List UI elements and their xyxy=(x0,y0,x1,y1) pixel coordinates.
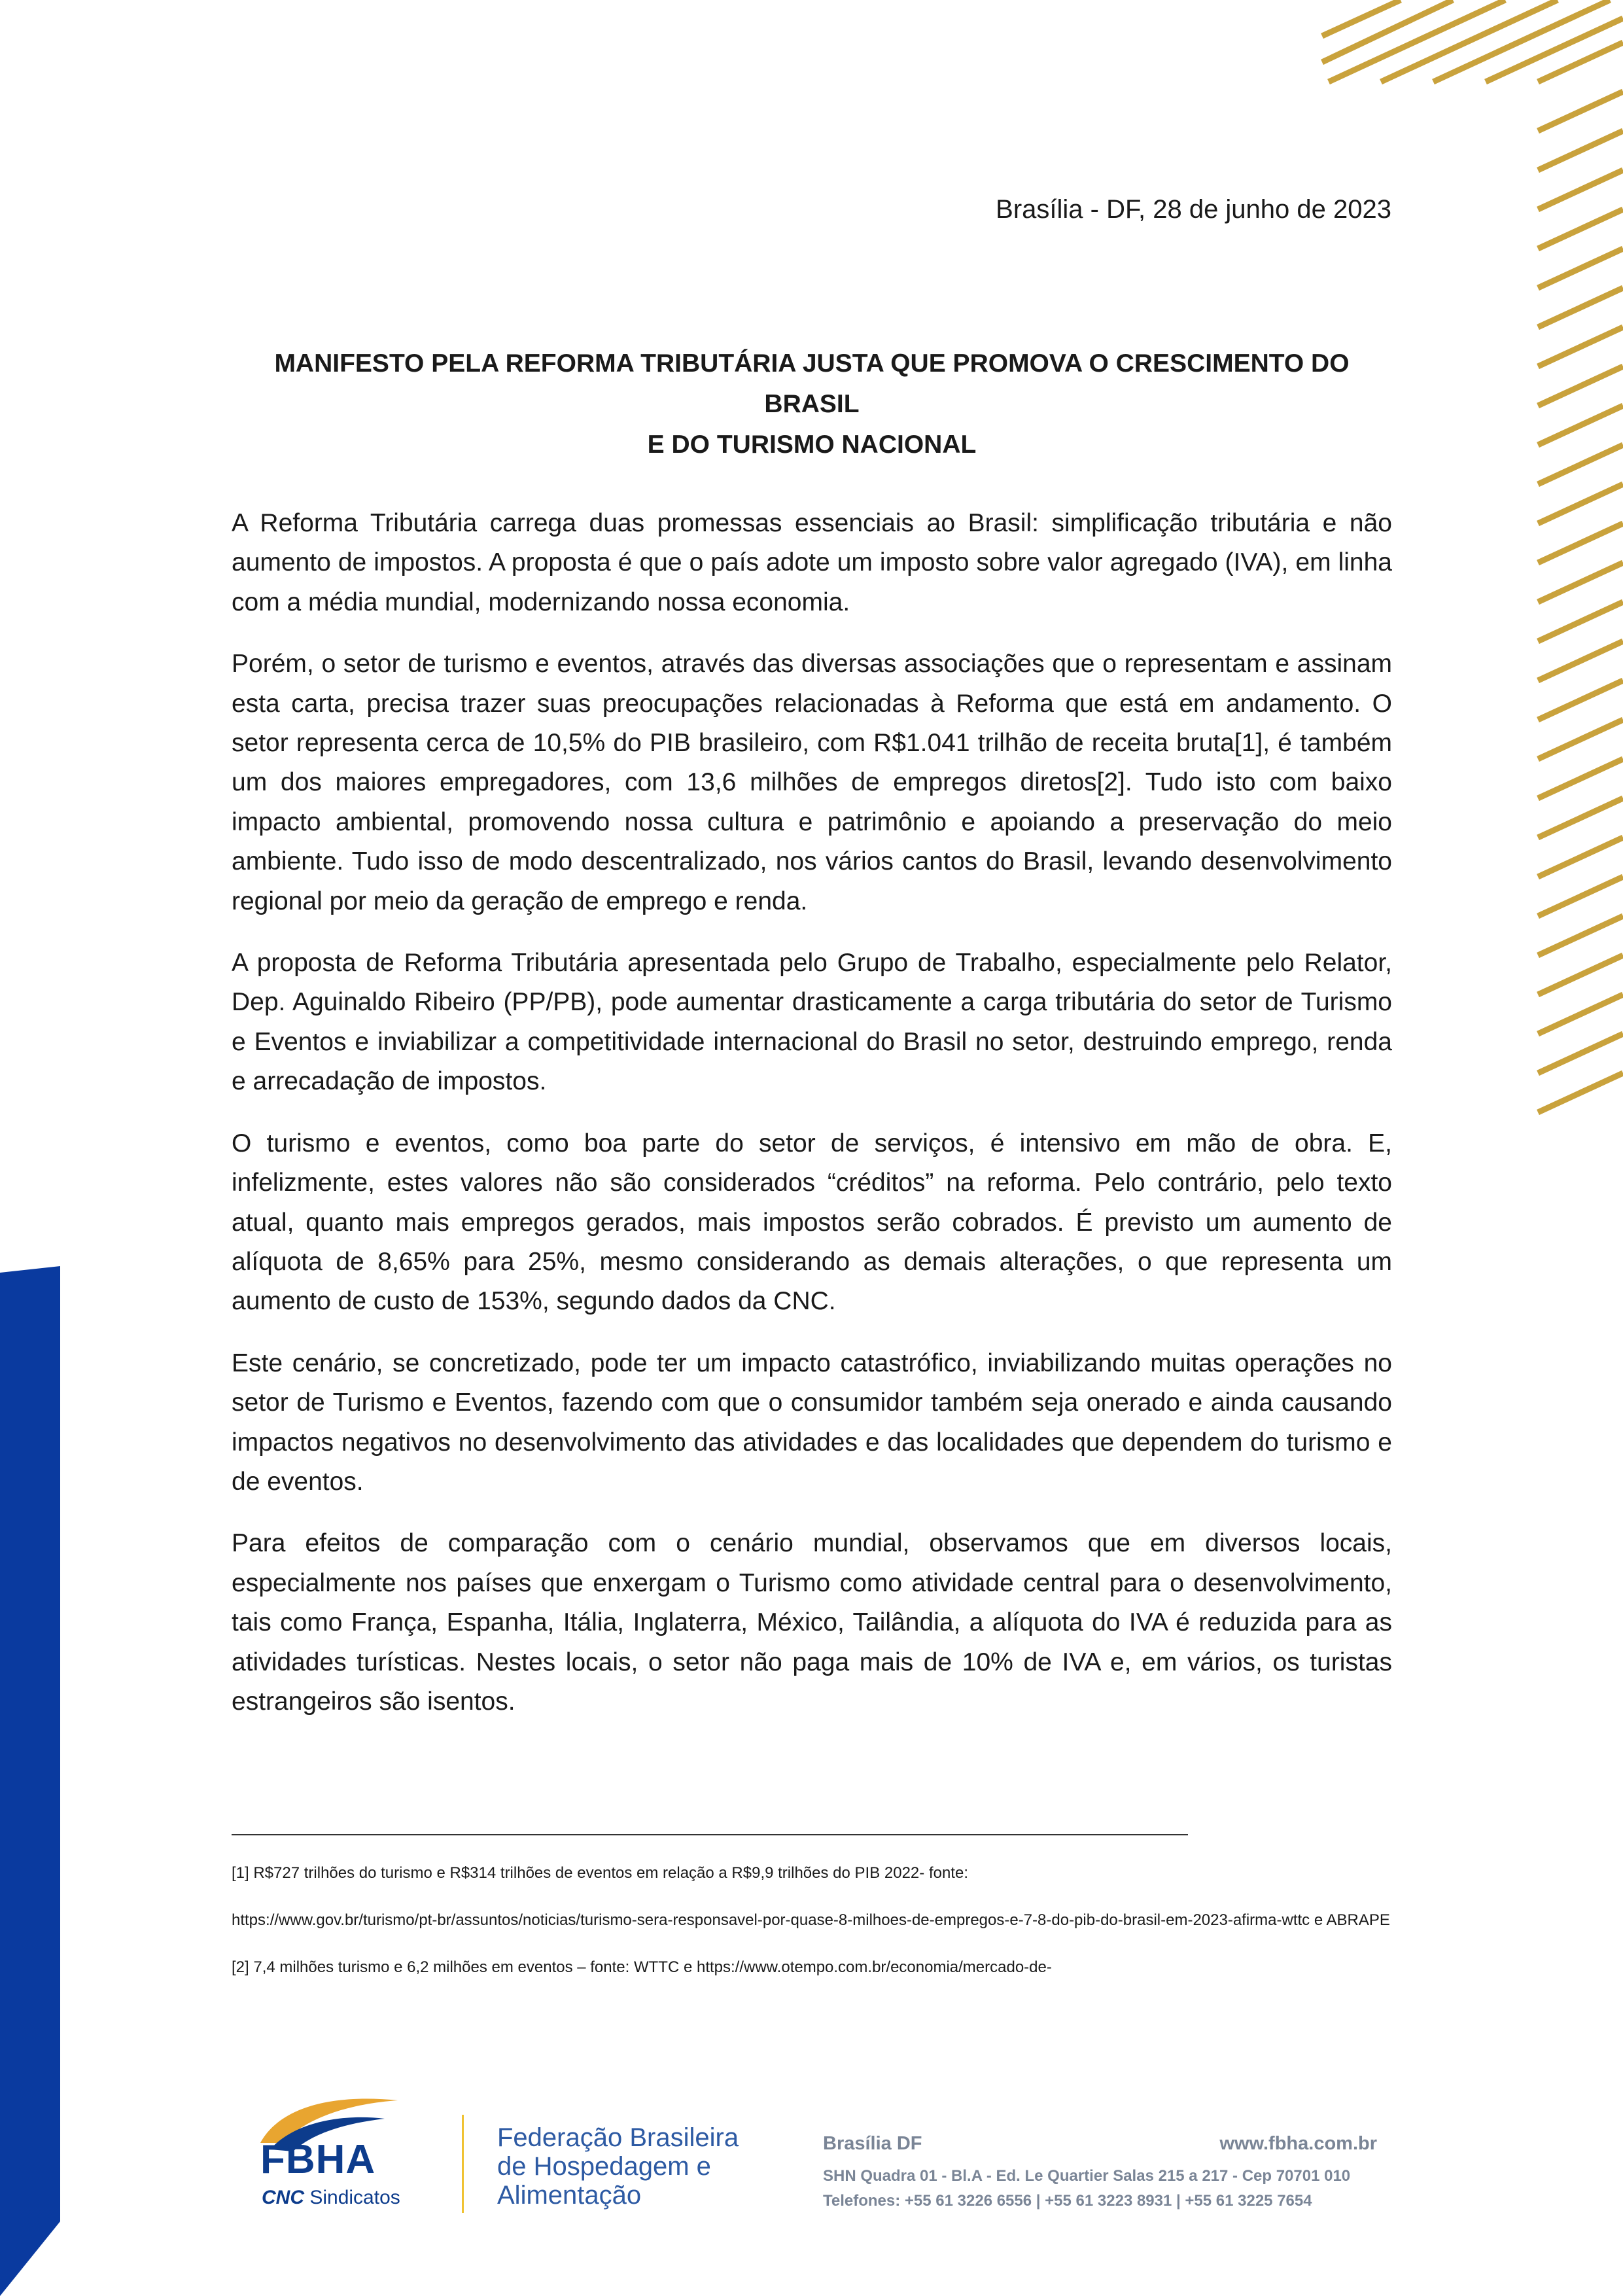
footer-website-link[interactable]: www.fbha.com.br xyxy=(1219,2133,1377,2154)
footnote-link[interactable]: https://www.gov.br/turismo/pt-br/assuntos/noticias/turismo-sera-responsavel-por-quase-8-milhoes-de-empregos-e-7-8-do-pib-do-brasil-em-2023-afirma-wttc e ABRAPE xyxy=(232,1911,1390,1929)
paragraph: O turismo e eventos, como boa parte do setor de serviços, é intensivo em mão de obra. E, infelizmente, estes valores não são considerados “créditos” na reforma. Pelo contrário, pelo texto atual, quanto mais empregos gerados, mais impostos serão cobrados. É previsto um aumento de alíquota de 8,65% para 25%, mesmo considerando as demais alterações, o que representa um aumento de custo de 153%, segundo dados da CNC. xyxy=(232,1129,1392,1316)
paragraph: A proposta de Reforma Tributária apresentada pelo Grupo de Trabalho, especialmente pelo Relator, Dep. Aguinaldo Ribeiro (PP/PB), pode aumentar drasticamente a carga tributária do setor de Turismo e Eventos e inviabilizar a competitividade internacional do Brasil no setor, destruindo emprego, renda e arrecadação de impostos. xyxy=(232,949,1392,1096)
cnc-label: CNC xyxy=(262,2187,304,2208)
footer-phones: Telefones: +55 61 3226 6556 | +55 61 3223 8931 | +55 61 3225 7654 xyxy=(823,2192,1312,2210)
cnc-sindicatos-logo xyxy=(262,2187,400,2209)
document-title xyxy=(232,344,1392,465)
organization-name xyxy=(497,2123,739,2210)
sindicatos-label: Sindicatos xyxy=(309,2187,400,2208)
paragraph: Este cenário, se concretizado, pode ter um impacto catastrófico, inviabilizando muitas operações no setor de Turismo e Eventos, fazendo com que o consumidor também seja onerado e ainda causando impactos negativos no desenvolvimento das atividades e das localidades que dependem do turismo e de eventos. xyxy=(232,1349,1392,1496)
paragraph: Porém, o setor de turismo e eventos, através das diversas associações que o representam e assinam esta carta, precisa trazer suas preocupações relacionadas à Reforma que está em andamento. O setor representa cerca de 10,5% do PIB brasileiro, com R$1.041 trilhão de receita bruta[1], é também um dos maiores empregadores, com 13,6 milhões de empregos diretos[2]. Tudo isto com baixo impacto ambiental, promovendo nossa cultura e patrimônio e apoiando a preservação do meio ambiente. Tudo isso de modo descentralizado, nos vários cantos do Brasil, levando desenvolvimento regional por meio da geração de emprego e renda. xyxy=(232,650,1392,915)
footnote: [2] 7,4 milhões turismo e 6,2 milhões em eventos – fonte: WTTC e https://www.otempo.com.br/economia/mercado-de- xyxy=(232,1958,1052,1976)
footnotes xyxy=(232,1862,1392,2003)
footer-city: Brasília DF xyxy=(823,2133,922,2154)
title-line-1: MANIFESTO PELA REFORMA TRIBUTÁRIA JUSTA QUE PROMOVA O CRESCIMENTO DO BRASIL xyxy=(274,349,1350,418)
footer-address: SHN Quadra 01 - Bl.A - Ed. Le Quartier Salas 215 a 217 - Cep 70701 010 xyxy=(823,2167,1351,2185)
paragraph: Para efeitos de comparação com o cenário mundial, observamos que em diversos locais, especialmente nos países que enxergam o Turismo como atividade central para o desenvolvimento, tais como França, Espanha, Itália, Inglaterra, México, Tailândia, a alíquota do IVA é reduzida para as atividades turísticas. Nestes locais, o setor não paga mais de 10% de IVA e, em vários, os turistas estrangeiros são isentos. xyxy=(232,1529,1392,1716)
footer-divider xyxy=(462,2115,464,2213)
paragraph: A Reforma Tributária carrega duas promessas essenciais ao Brasil: simplificação tributária e não aumento de impostos. A proposta é que o país adote um imposto sobre valor agregado (IVA), em linha com a média mundial, modernizando nossa economia. xyxy=(232,509,1392,616)
org-line-3: Alimentação xyxy=(497,2181,642,2210)
letter-body xyxy=(232,504,1392,1744)
fbha-logo-text: FBHA xyxy=(260,2137,376,2182)
org-line-1: Federação Brasileira xyxy=(497,2123,739,2152)
footnote-divider xyxy=(232,1834,1188,1835)
decorative-blue-band xyxy=(0,1266,60,2296)
footnote: [1] R$727 trilhões do turismo e R$314 trilhões de eventos em relação a R$9,9 trilhões do PIB 2022- fonte: xyxy=(232,1864,968,1882)
title-line-2: E DO TURISMO NACIONAL xyxy=(647,431,977,459)
letter-date: Brasília - DF, 28 de junho de 2023 xyxy=(996,195,1391,224)
org-line-2: de Hospedagem e xyxy=(497,2152,711,2181)
